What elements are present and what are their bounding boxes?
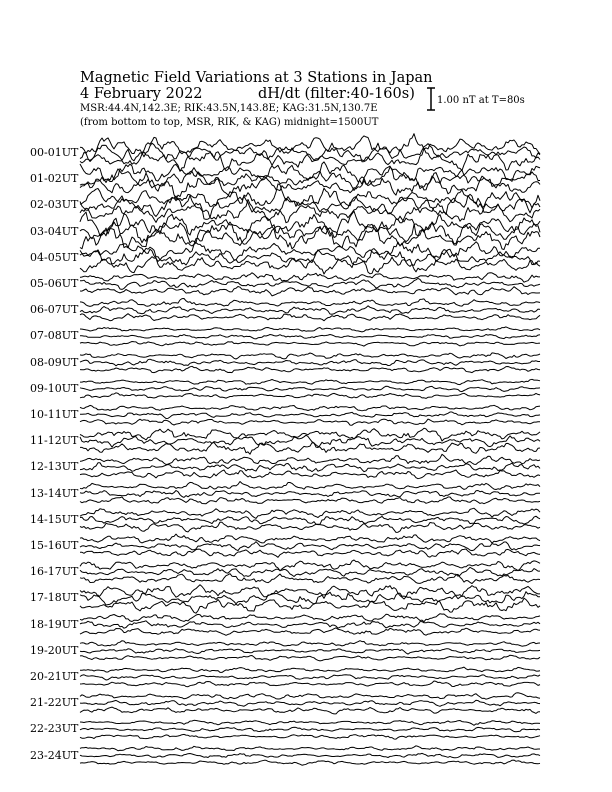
station-order-note: (from bottom to top, MSR, RIK, & KAG) midnight=1500UT: [80, 117, 379, 128]
hour-label: 01-02UT: [30, 172, 79, 186]
trace-RIK-17-18UT: [80, 592, 540, 605]
trace-RIK-19-20UT: [80, 649, 540, 654]
hour-label: 04-05UT: [30, 250, 79, 264]
hour-label: 10-11UT: [30, 408, 79, 421]
hour-label: 22-23UT: [30, 722, 79, 736]
hour-label: 17-18UT: [30, 591, 79, 605]
trace-MSR-06-07UT: [80, 314, 540, 321]
trace-RIK-23-24UT: [80, 753, 540, 757]
chart-quantity: dH/dt (filter:40-160s): [258, 86, 415, 102]
hour-label: 16-17UT: [30, 565, 79, 579]
trace-MSR-19-20UT: [80, 655, 540, 661]
hour-label: 08-09UT: [30, 355, 79, 369]
hour-label: 07-08UT: [30, 329, 79, 343]
trace-MSR-02-03UT: [80, 200, 540, 223]
trace-MSR-11-12UT: [80, 442, 540, 454]
hour-label: 06-07UT: [30, 303, 79, 317]
trace-KAG-18-19UT: [80, 614, 540, 622]
trace-group: [80, 134, 540, 766]
hour-label: 19-20UT: [30, 643, 79, 657]
trace-MSR-04-05UT: [80, 257, 540, 274]
chart-title: Magnetic Field Variations at 3 Stations in Japan: [80, 70, 433, 86]
trace-KAG-20-21UT: [80, 667, 540, 672]
scale-label: 1.00 nT at T=80s: [437, 95, 525, 106]
trace-MSR-07-08UT: [80, 342, 540, 347]
trace-MSR-23-24UT: [80, 760, 540, 765]
hour-label: 00-01UT: [30, 146, 79, 159]
station-coordinates: MSR:44.4N,142.3E; RIK:43.5N,143.8E; KAG:31.5N,130.7E: [80, 103, 378, 114]
hour-label: 21-22UT: [30, 696, 79, 710]
trace-MSR-21-22UT: [80, 707, 540, 714]
hour-label: 15-16UT: [30, 539, 79, 552]
trace-RIK-21-22UT: [80, 700, 540, 706]
trace-KAG-00-01UT: [80, 134, 540, 154]
hour-label: 13-14UT: [30, 486, 79, 500]
hour-label: 20-21UT: [30, 670, 79, 683]
trace-RIK-14-15UT: [80, 516, 540, 524]
trace-RIK-08-09UT: [80, 359, 540, 366]
trace-MSR-08-09UT: [80, 366, 540, 372]
trace-KAG-15-16UT: [80, 534, 540, 543]
trace-RIK-06-07UT: [80, 306, 540, 314]
hour-label: 09-10UT: [30, 381, 79, 395]
trace-KAG-10-11UT: [80, 405, 540, 411]
hour-label: 02-03UT: [30, 198, 79, 212]
hour-label: 23-24UT: [30, 748, 79, 762]
trace-RIK-20-21UT: [80, 675, 540, 680]
scale-bar: [427, 88, 435, 110]
trace-RIK-22-23UT: [80, 727, 540, 732]
trace-KAG-16-17UT: [80, 560, 540, 571]
trace-MSR-00-01UT: [80, 148, 540, 171]
trace-KAG-07-08UT: [80, 327, 540, 332]
trace-RIK-10-11UT: [80, 412, 540, 419]
trace-RIK-01-02UT: [80, 167, 540, 190]
trace-RIK-09-10UT: [80, 386, 540, 391]
trace-MSR-16-17UT: [80, 574, 540, 584]
trace-MSR-18-19UT: [80, 628, 540, 635]
trace-KAG-22-23UT: [80, 720, 540, 725]
trace-MSR-13-14UT: [80, 497, 540, 504]
hour-label: 05-06UT: [30, 277, 79, 290]
trace-RIK-15-16UT: [80, 542, 540, 551]
chart-date: 4 February 2022: [80, 86, 203, 102]
trace-RIK-02-03UT: [80, 196, 540, 218]
hour-label: 12-13UT: [30, 460, 79, 474]
hour-label: 14-15UT: [30, 512, 79, 526]
trace-RIK-18-19UT: [80, 621, 540, 628]
trace-MSR-09-10UT: [80, 393, 540, 399]
trace-MSR-10-11UT: [80, 419, 540, 425]
trace-KAG-21-22UT: [80, 693, 540, 699]
trace-KAG-23-24UT: [80, 746, 540, 751]
hour-label: 18-19UT: [30, 617, 79, 631]
trace-MSR-12-13UT: [80, 470, 540, 479]
trace-RIK-07-08UT: [80, 335, 540, 339]
trace-KAG-19-20UT: [80, 641, 540, 647]
trace-KAG-13-14UT: [80, 482, 540, 490]
trace-KAG-09-10UT: [80, 379, 540, 384]
trace-KAG-05-06UT: [80, 273, 540, 282]
trace-MSR-22-23UT: [80, 734, 540, 739]
trace-KAG-17-18UT: [80, 585, 540, 599]
trace-RIK-04-05UT: [80, 249, 540, 267]
trace-MSR-05-06UT: [80, 287, 540, 296]
trace-RIK-13-14UT: [80, 491, 540, 498]
trace-KAG-06-07UT: [80, 299, 540, 307]
trace-KAG-12-13UT: [80, 454, 540, 464]
trace-MSR-20-21UT: [80, 681, 540, 687]
trace-RIK-16-17UT: [80, 567, 540, 576]
trace-RIK-12-13UT: [80, 463, 540, 472]
trace-MSR-17-18UT: [80, 598, 540, 613]
hour-label: 11-12UT: [30, 434, 79, 448]
trace-KAG-14-15UT: [80, 508, 540, 518]
hour-label: 03-04UT: [30, 224, 79, 238]
trace-KAG-08-09UT: [80, 353, 540, 359]
